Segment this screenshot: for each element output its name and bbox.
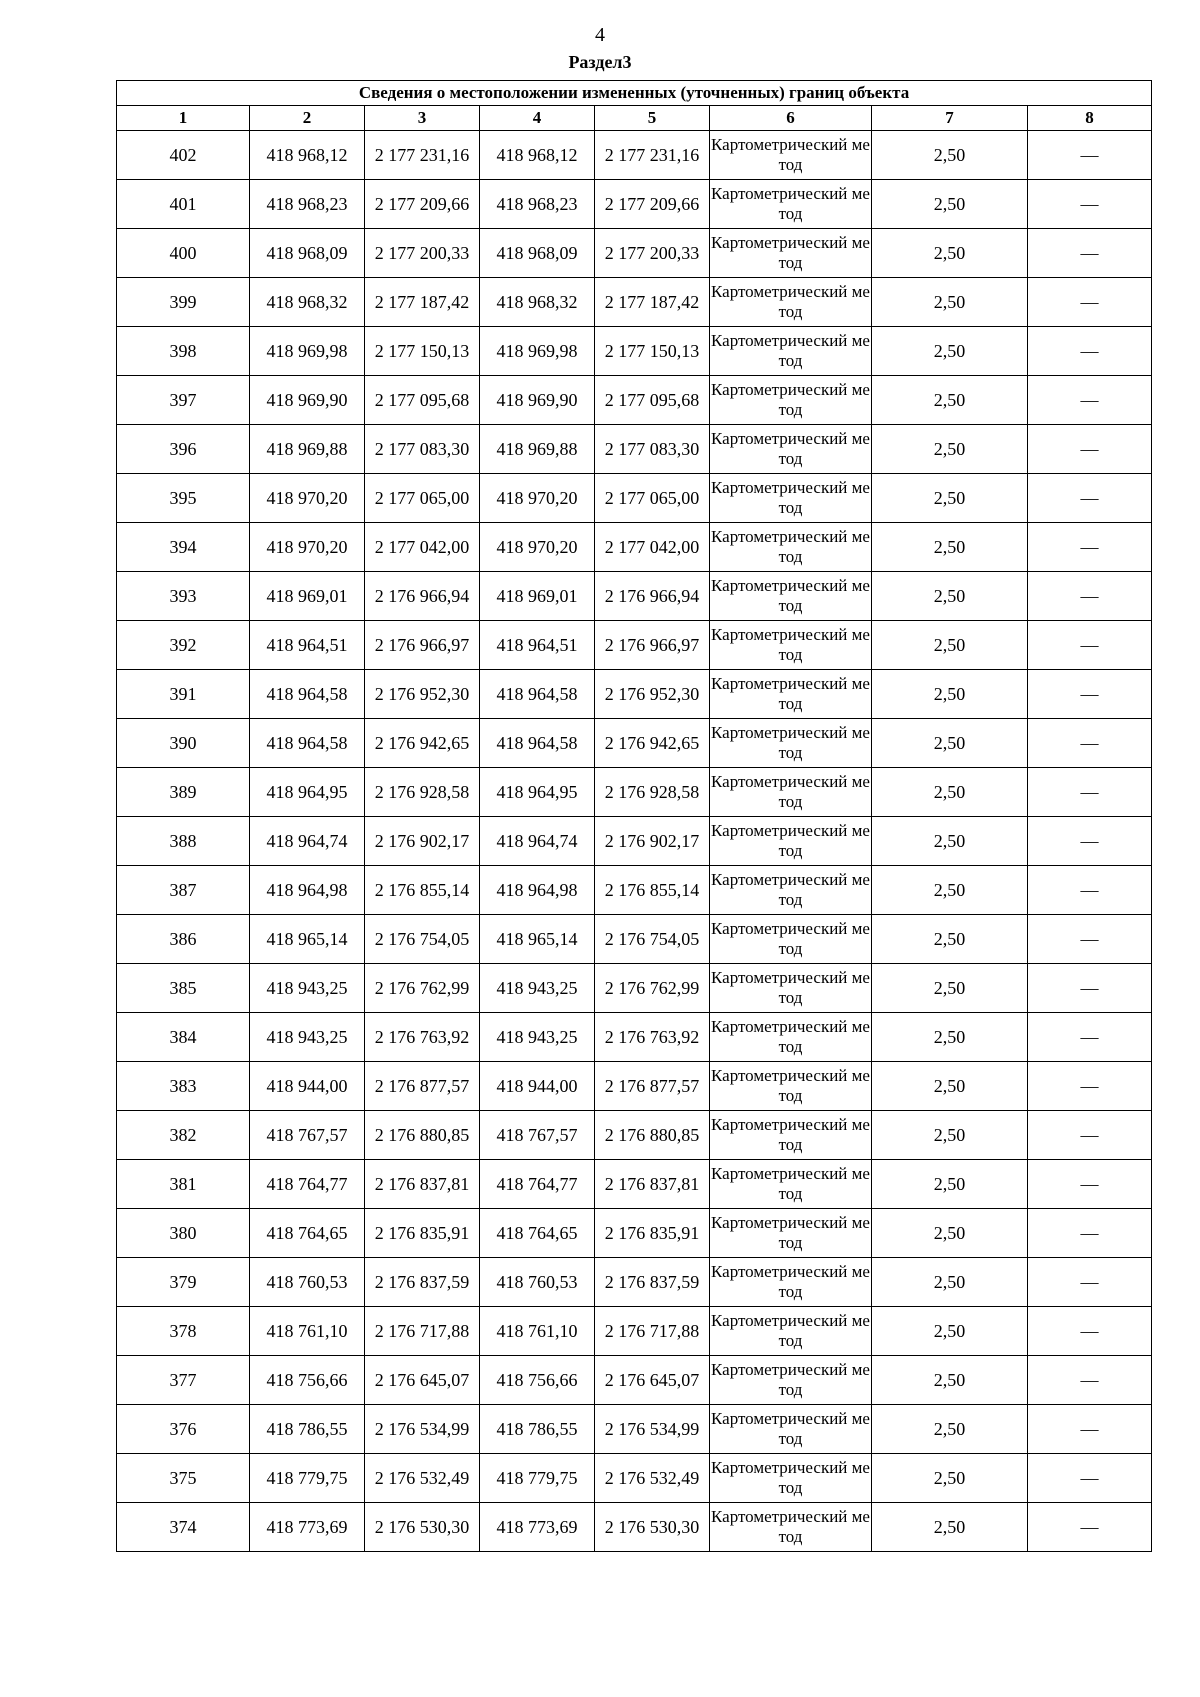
cell-description: — <box>1028 131 1152 180</box>
cell-description: — <box>1028 572 1152 621</box>
cell-description: — <box>1028 523 1152 572</box>
cell-method: Картометрический метод <box>710 327 872 376</box>
cell-accuracy: 2,50 <box>872 915 1028 964</box>
cell-accuracy: 2,50 <box>872 866 1028 915</box>
cell-new-y: 2 176 835,91 <box>595 1209 710 1258</box>
cell-new-x: 418 756,66 <box>480 1356 595 1405</box>
cell-accuracy: 2,50 <box>872 425 1028 474</box>
cell-point-number: 387 <box>117 866 250 915</box>
cell-new-x: 418 779,75 <box>480 1454 595 1503</box>
cell-new-x: 418 760,53 <box>480 1258 595 1307</box>
cell-point-number: 376 <box>117 1405 250 1454</box>
cell-point-number: 378 <box>117 1307 250 1356</box>
cell-old-x: 418 968,09 <box>250 229 365 278</box>
cell-description: — <box>1028 866 1152 915</box>
cell-old-y: 2 176 966,94 <box>365 572 480 621</box>
table-row <box>117 866 1152 915</box>
cell-method: Картометрический метод <box>710 1503 872 1552</box>
cell-new-y: 2 176 762,99 <box>595 964 710 1013</box>
cell-old-y: 2 176 952,30 <box>365 670 480 719</box>
cell-old-x: 418 944,00 <box>250 1062 365 1111</box>
cell-accuracy: 2,50 <box>872 1405 1028 1454</box>
cell-new-x: 418 964,58 <box>480 719 595 768</box>
cell-description: — <box>1028 1013 1152 1062</box>
table-row <box>117 1454 1152 1503</box>
cell-accuracy: 2,50 <box>872 572 1028 621</box>
cell-accuracy: 2,50 <box>872 474 1028 523</box>
cell-description: — <box>1028 670 1152 719</box>
cell-new-x: 418 969,90 <box>480 376 595 425</box>
cell-point-number: 400 <box>117 229 250 278</box>
cell-description: — <box>1028 376 1152 425</box>
cell-new-y: 2 177 209,66 <box>595 180 710 229</box>
table-row <box>117 425 1152 474</box>
cell-old-y: 2 176 942,65 <box>365 719 480 768</box>
cell-new-x: 418 944,00 <box>480 1062 595 1111</box>
cell-new-y: 2 177 231,16 <box>595 131 710 180</box>
cell-method: Картометрический метод <box>710 278 872 327</box>
cell-point-number: 374 <box>117 1503 250 1552</box>
cell-old-x: 418 786,55 <box>250 1405 365 1454</box>
cell-point-number: 397 <box>117 376 250 425</box>
cell-point-number: 381 <box>117 1160 250 1209</box>
cell-new-x: 418 964,95 <box>480 768 595 817</box>
cell-method: Картометрический метод <box>710 474 872 523</box>
cell-point-number: 389 <box>117 768 250 817</box>
table-caption-row <box>117 81 1152 106</box>
cell-new-x: 418 964,58 <box>480 670 595 719</box>
cell-description: — <box>1028 621 1152 670</box>
cell-method: Картометрический метод <box>710 1013 872 1062</box>
cell-accuracy: 2,50 <box>872 180 1028 229</box>
table-row <box>117 131 1152 180</box>
cell-method: Картометрический метод <box>710 523 872 572</box>
cell-old-x: 418 968,32 <box>250 278 365 327</box>
cell-accuracy: 2,50 <box>872 1013 1028 1062</box>
column-number: 3 <box>365 106 480 131</box>
cell-old-x: 418 756,66 <box>250 1356 365 1405</box>
cell-old-y: 2 176 754,05 <box>365 915 480 964</box>
cell-method: Картометрический метод <box>710 229 872 278</box>
cell-new-y: 2 177 083,30 <box>595 425 710 474</box>
cell-old-y: 2 176 902,17 <box>365 817 480 866</box>
table-row <box>117 1307 1152 1356</box>
cell-old-x: 418 943,25 <box>250 1013 365 1062</box>
cell-method: Картометрический метод <box>710 1062 872 1111</box>
cell-old-x: 418 968,12 <box>250 131 365 180</box>
cell-old-y: 2 176 966,97 <box>365 621 480 670</box>
cell-method: Картометрический метод <box>710 1258 872 1307</box>
cell-old-y: 2 176 877,57 <box>365 1062 480 1111</box>
cell-description: — <box>1028 1307 1152 1356</box>
cell-description: — <box>1028 1062 1152 1111</box>
cell-old-y: 2 176 763,92 <box>365 1013 480 1062</box>
table-row <box>117 278 1152 327</box>
cell-new-y: 2 176 837,81 <box>595 1160 710 1209</box>
cell-method: Картометрический метод <box>710 719 872 768</box>
cell-new-y: 2 176 902,17 <box>595 817 710 866</box>
cell-accuracy: 2,50 <box>872 523 1028 572</box>
cell-method: Картометрический метод <box>710 1356 872 1405</box>
cell-new-x: 418 764,77 <box>480 1160 595 1209</box>
table-row <box>117 1013 1152 1062</box>
cell-accuracy: 2,50 <box>872 1258 1028 1307</box>
cell-accuracy: 2,50 <box>872 131 1028 180</box>
cell-old-x: 418 964,51 <box>250 621 365 670</box>
cell-new-y: 2 176 837,59 <box>595 1258 710 1307</box>
cell-new-x: 418 968,12 <box>480 131 595 180</box>
cell-method: Картометрический метод <box>710 1307 872 1356</box>
table-row <box>117 1111 1152 1160</box>
cell-method: Картометрический метод <box>710 1405 872 1454</box>
cell-old-y: 2 176 837,81 <box>365 1160 480 1209</box>
cell-old-y: 2 177 095,68 <box>365 376 480 425</box>
cell-accuracy: 2,50 <box>872 621 1028 670</box>
column-number: 6 <box>710 106 872 131</box>
cell-new-y: 2 177 200,33 <box>595 229 710 278</box>
cell-old-x: 418 969,01 <box>250 572 365 621</box>
cell-new-x: 418 968,32 <box>480 278 595 327</box>
cell-description: — <box>1028 278 1152 327</box>
cell-old-x: 418 764,77 <box>250 1160 365 1209</box>
cell-point-number: 393 <box>117 572 250 621</box>
cell-old-x: 418 968,23 <box>250 180 365 229</box>
cell-new-x: 418 968,23 <box>480 180 595 229</box>
cell-description: — <box>1028 1356 1152 1405</box>
cell-old-x: 418 761,10 <box>250 1307 365 1356</box>
cell-old-y: 2 176 855,14 <box>365 866 480 915</box>
cell-point-number: 386 <box>117 915 250 964</box>
table-row <box>117 523 1152 572</box>
cell-method: Картометрический метод <box>710 621 872 670</box>
cell-new-y: 2 177 095,68 <box>595 376 710 425</box>
cell-method: Картометрический метод <box>710 180 872 229</box>
cell-description: — <box>1028 180 1152 229</box>
cell-new-y: 2 177 042,00 <box>595 523 710 572</box>
column-number: 4 <box>480 106 595 131</box>
cell-new-y: 2 176 880,85 <box>595 1111 710 1160</box>
cell-accuracy: 2,50 <box>872 278 1028 327</box>
cell-description: — <box>1028 1405 1152 1454</box>
cell-method: Картометрический метод <box>710 1160 872 1209</box>
cell-accuracy: 2,50 <box>872 1111 1028 1160</box>
table-row <box>117 817 1152 866</box>
cell-old-y: 2 177 209,66 <box>365 180 480 229</box>
cell-new-x: 418 964,51 <box>480 621 595 670</box>
cell-new-x: 418 970,20 <box>480 523 595 572</box>
cell-old-y: 2 177 231,16 <box>365 131 480 180</box>
cell-description: — <box>1028 425 1152 474</box>
table-caption: Сведения о местоположении измененных (уточненных) границ объекта <box>117 81 1152 106</box>
cell-description: — <box>1028 229 1152 278</box>
cell-new-y: 2 176 942,65 <box>595 719 710 768</box>
cell-new-x: 418 786,55 <box>480 1405 595 1454</box>
cell-point-number: 375 <box>117 1454 250 1503</box>
column-number: 2 <box>250 106 365 131</box>
cell-point-number: 399 <box>117 278 250 327</box>
cell-method: Картометрический метод <box>710 866 872 915</box>
cell-method: Картометрический метод <box>710 964 872 1013</box>
cell-new-x: 418 965,14 <box>480 915 595 964</box>
table-row <box>117 1160 1152 1209</box>
column-number-row <box>117 106 1152 131</box>
cell-new-y: 2 176 877,57 <box>595 1062 710 1111</box>
cell-accuracy: 2,50 <box>872 1160 1028 1209</box>
cell-new-x: 418 969,88 <box>480 425 595 474</box>
cell-accuracy: 2,50 <box>872 1062 1028 1111</box>
table-row <box>117 376 1152 425</box>
cell-description: — <box>1028 1454 1152 1503</box>
cell-old-y: 2 176 835,91 <box>365 1209 480 1258</box>
table-row <box>117 1356 1152 1405</box>
cell-description: — <box>1028 327 1152 376</box>
column-number: 5 <box>595 106 710 131</box>
cell-new-x: 418 767,57 <box>480 1111 595 1160</box>
cell-old-x: 418 943,25 <box>250 964 365 1013</box>
cell-description: — <box>1028 1160 1152 1209</box>
cell-old-x: 418 773,69 <box>250 1503 365 1552</box>
cell-description: — <box>1028 915 1152 964</box>
cell-new-y: 2 176 966,94 <box>595 572 710 621</box>
cell-old-y: 2 176 837,59 <box>365 1258 480 1307</box>
cell-description: — <box>1028 768 1152 817</box>
table-row <box>117 1258 1152 1307</box>
cell-description: — <box>1028 1503 1152 1552</box>
cell-new-x: 418 968,09 <box>480 229 595 278</box>
cell-old-y: 2 176 928,58 <box>365 768 480 817</box>
cell-old-x: 418 969,90 <box>250 376 365 425</box>
cell-old-y: 2 176 532,49 <box>365 1454 480 1503</box>
table-row <box>117 621 1152 670</box>
cell-point-number: 390 <box>117 719 250 768</box>
cell-point-number: 380 <box>117 1209 250 1258</box>
cell-new-y: 2 177 150,13 <box>595 327 710 376</box>
cell-old-x: 418 965,14 <box>250 915 365 964</box>
cell-new-x: 418 943,25 <box>480 964 595 1013</box>
table-row <box>117 1062 1152 1111</box>
cell-accuracy: 2,50 <box>872 719 1028 768</box>
cell-new-y: 2 176 966,97 <box>595 621 710 670</box>
column-number: 7 <box>872 106 1028 131</box>
cell-new-y: 2 176 928,58 <box>595 768 710 817</box>
cell-description: — <box>1028 964 1152 1013</box>
cell-old-x: 418 964,58 <box>250 670 365 719</box>
cell-accuracy: 2,50 <box>872 1356 1028 1405</box>
table-row <box>117 768 1152 817</box>
table-row <box>117 180 1152 229</box>
cell-method: Картометрический метод <box>710 425 872 474</box>
cell-old-x: 418 764,65 <box>250 1209 365 1258</box>
table-row <box>117 327 1152 376</box>
cell-accuracy: 2,50 <box>872 1209 1028 1258</box>
cell-point-number: 396 <box>117 425 250 474</box>
cell-accuracy: 2,50 <box>872 768 1028 817</box>
cell-new-y: 2 176 534,99 <box>595 1405 710 1454</box>
cell-new-y: 2 176 763,92 <box>595 1013 710 1062</box>
cell-point-number: 383 <box>117 1062 250 1111</box>
cell-point-number: 384 <box>117 1013 250 1062</box>
cell-method: Картометрический метод <box>710 817 872 866</box>
cell-old-y: 2 176 762,99 <box>365 964 480 1013</box>
cell-old-y: 2 176 717,88 <box>365 1307 480 1356</box>
cell-method: Картометрический метод <box>710 1111 872 1160</box>
cell-method: Картометрический метод <box>710 768 872 817</box>
cell-new-y: 2 176 855,14 <box>595 866 710 915</box>
table-row <box>117 474 1152 523</box>
table-row <box>117 670 1152 719</box>
cell-old-y: 2 177 065,00 <box>365 474 480 523</box>
cell-point-number: 388 <box>117 817 250 866</box>
cell-method: Картометрический метод <box>710 1454 872 1503</box>
cell-old-y: 2 177 200,33 <box>365 229 480 278</box>
cell-accuracy: 2,50 <box>872 1454 1028 1503</box>
table-row <box>117 1209 1152 1258</box>
cell-old-x: 418 969,88 <box>250 425 365 474</box>
cell-point-number: 398 <box>117 327 250 376</box>
cell-new-x: 418 964,74 <box>480 817 595 866</box>
table-body <box>117 131 1152 1552</box>
cell-old-y: 2 176 645,07 <box>365 1356 480 1405</box>
cell-point-number: 402 <box>117 131 250 180</box>
cell-description: — <box>1028 1111 1152 1160</box>
table-row <box>117 719 1152 768</box>
cell-new-x: 418 964,98 <box>480 866 595 915</box>
cell-new-y: 2 177 187,42 <box>595 278 710 327</box>
cell-accuracy: 2,50 <box>872 229 1028 278</box>
cell-old-y: 2 177 042,00 <box>365 523 480 572</box>
cell-method: Картометрический метод <box>710 131 872 180</box>
cell-accuracy: 2,50 <box>872 1503 1028 1552</box>
table-row <box>117 229 1152 278</box>
cell-point-number: 385 <box>117 964 250 1013</box>
cell-new-y: 2 176 530,30 <box>595 1503 710 1552</box>
cell-old-x: 418 964,98 <box>250 866 365 915</box>
cell-new-x: 418 969,98 <box>480 327 595 376</box>
cell-new-x: 418 970,20 <box>480 474 595 523</box>
section-title: Раздел3 <box>568 52 632 72</box>
table-row <box>117 572 1152 621</box>
cell-new-y: 2 176 754,05 <box>595 915 710 964</box>
cell-accuracy: 2,50 <box>872 1307 1028 1356</box>
cell-accuracy: 2,50 <box>872 376 1028 425</box>
cell-old-x: 418 964,95 <box>250 768 365 817</box>
cell-method: Картометрический метод <box>710 572 872 621</box>
cell-method: Картометрический метод <box>710 915 872 964</box>
cell-new-x: 418 764,65 <box>480 1209 595 1258</box>
cell-new-x: 418 773,69 <box>480 1503 595 1552</box>
cell-accuracy: 2,50 <box>872 817 1028 866</box>
cell-accuracy: 2,50 <box>872 964 1028 1013</box>
cell-description: — <box>1028 817 1152 866</box>
table-row <box>117 964 1152 1013</box>
cell-old-x: 418 779,75 <box>250 1454 365 1503</box>
cell-old-y: 2 176 880,85 <box>365 1111 480 1160</box>
cell-description: — <box>1028 474 1152 523</box>
cell-old-y: 2 177 150,13 <box>365 327 480 376</box>
cell-old-y: 2 176 534,99 <box>365 1405 480 1454</box>
table-row <box>117 1503 1152 1552</box>
cell-old-x: 418 970,20 <box>250 523 365 572</box>
cell-method: Картометрический метод <box>710 670 872 719</box>
cell-point-number: 391 <box>117 670 250 719</box>
cell-description: — <box>1028 719 1152 768</box>
cell-old-x: 418 767,57 <box>250 1111 365 1160</box>
cell-old-y: 2 177 083,30 <box>365 425 480 474</box>
cell-point-number: 395 <box>117 474 250 523</box>
page-number: 4 <box>595 24 605 46</box>
cell-old-x: 418 969,98 <box>250 327 365 376</box>
cell-method: Картометрический метод <box>710 376 872 425</box>
cell-old-y: 2 177 187,42 <box>365 278 480 327</box>
cell-accuracy: 2,50 <box>872 670 1028 719</box>
cell-old-x: 418 760,53 <box>250 1258 365 1307</box>
boundary-coordinates-table <box>116 80 1152 1552</box>
cell-description: — <box>1028 1209 1152 1258</box>
column-number: 8 <box>1028 106 1152 131</box>
cell-point-number: 392 <box>117 621 250 670</box>
cell-old-x: 418 964,58 <box>250 719 365 768</box>
cell-old-x: 418 970,20 <box>250 474 365 523</box>
cell-point-number: 382 <box>117 1111 250 1160</box>
cell-old-x: 418 964,74 <box>250 817 365 866</box>
cell-point-number: 394 <box>117 523 250 572</box>
cell-new-y: 2 176 952,30 <box>595 670 710 719</box>
cell-point-number: 379 <box>117 1258 250 1307</box>
table-row <box>117 1405 1152 1454</box>
cell-point-number: 377 <box>117 1356 250 1405</box>
table-row <box>117 915 1152 964</box>
cell-new-x: 418 761,10 <box>480 1307 595 1356</box>
column-number: 1 <box>117 106 250 131</box>
cell-point-number: 401 <box>117 180 250 229</box>
cell-new-y: 2 176 532,49 <box>595 1454 710 1503</box>
cell-new-x: 418 943,25 <box>480 1013 595 1062</box>
cell-new-y: 2 177 065,00 <box>595 474 710 523</box>
cell-new-y: 2 176 717,88 <box>595 1307 710 1356</box>
cell-new-y: 2 176 645,07 <box>595 1356 710 1405</box>
cell-old-y: 2 176 530,30 <box>365 1503 480 1552</box>
cell-accuracy: 2,50 <box>872 327 1028 376</box>
cell-description: — <box>1028 1258 1152 1307</box>
cell-new-x: 418 969,01 <box>480 572 595 621</box>
cell-method: Картометрический метод <box>710 1209 872 1258</box>
